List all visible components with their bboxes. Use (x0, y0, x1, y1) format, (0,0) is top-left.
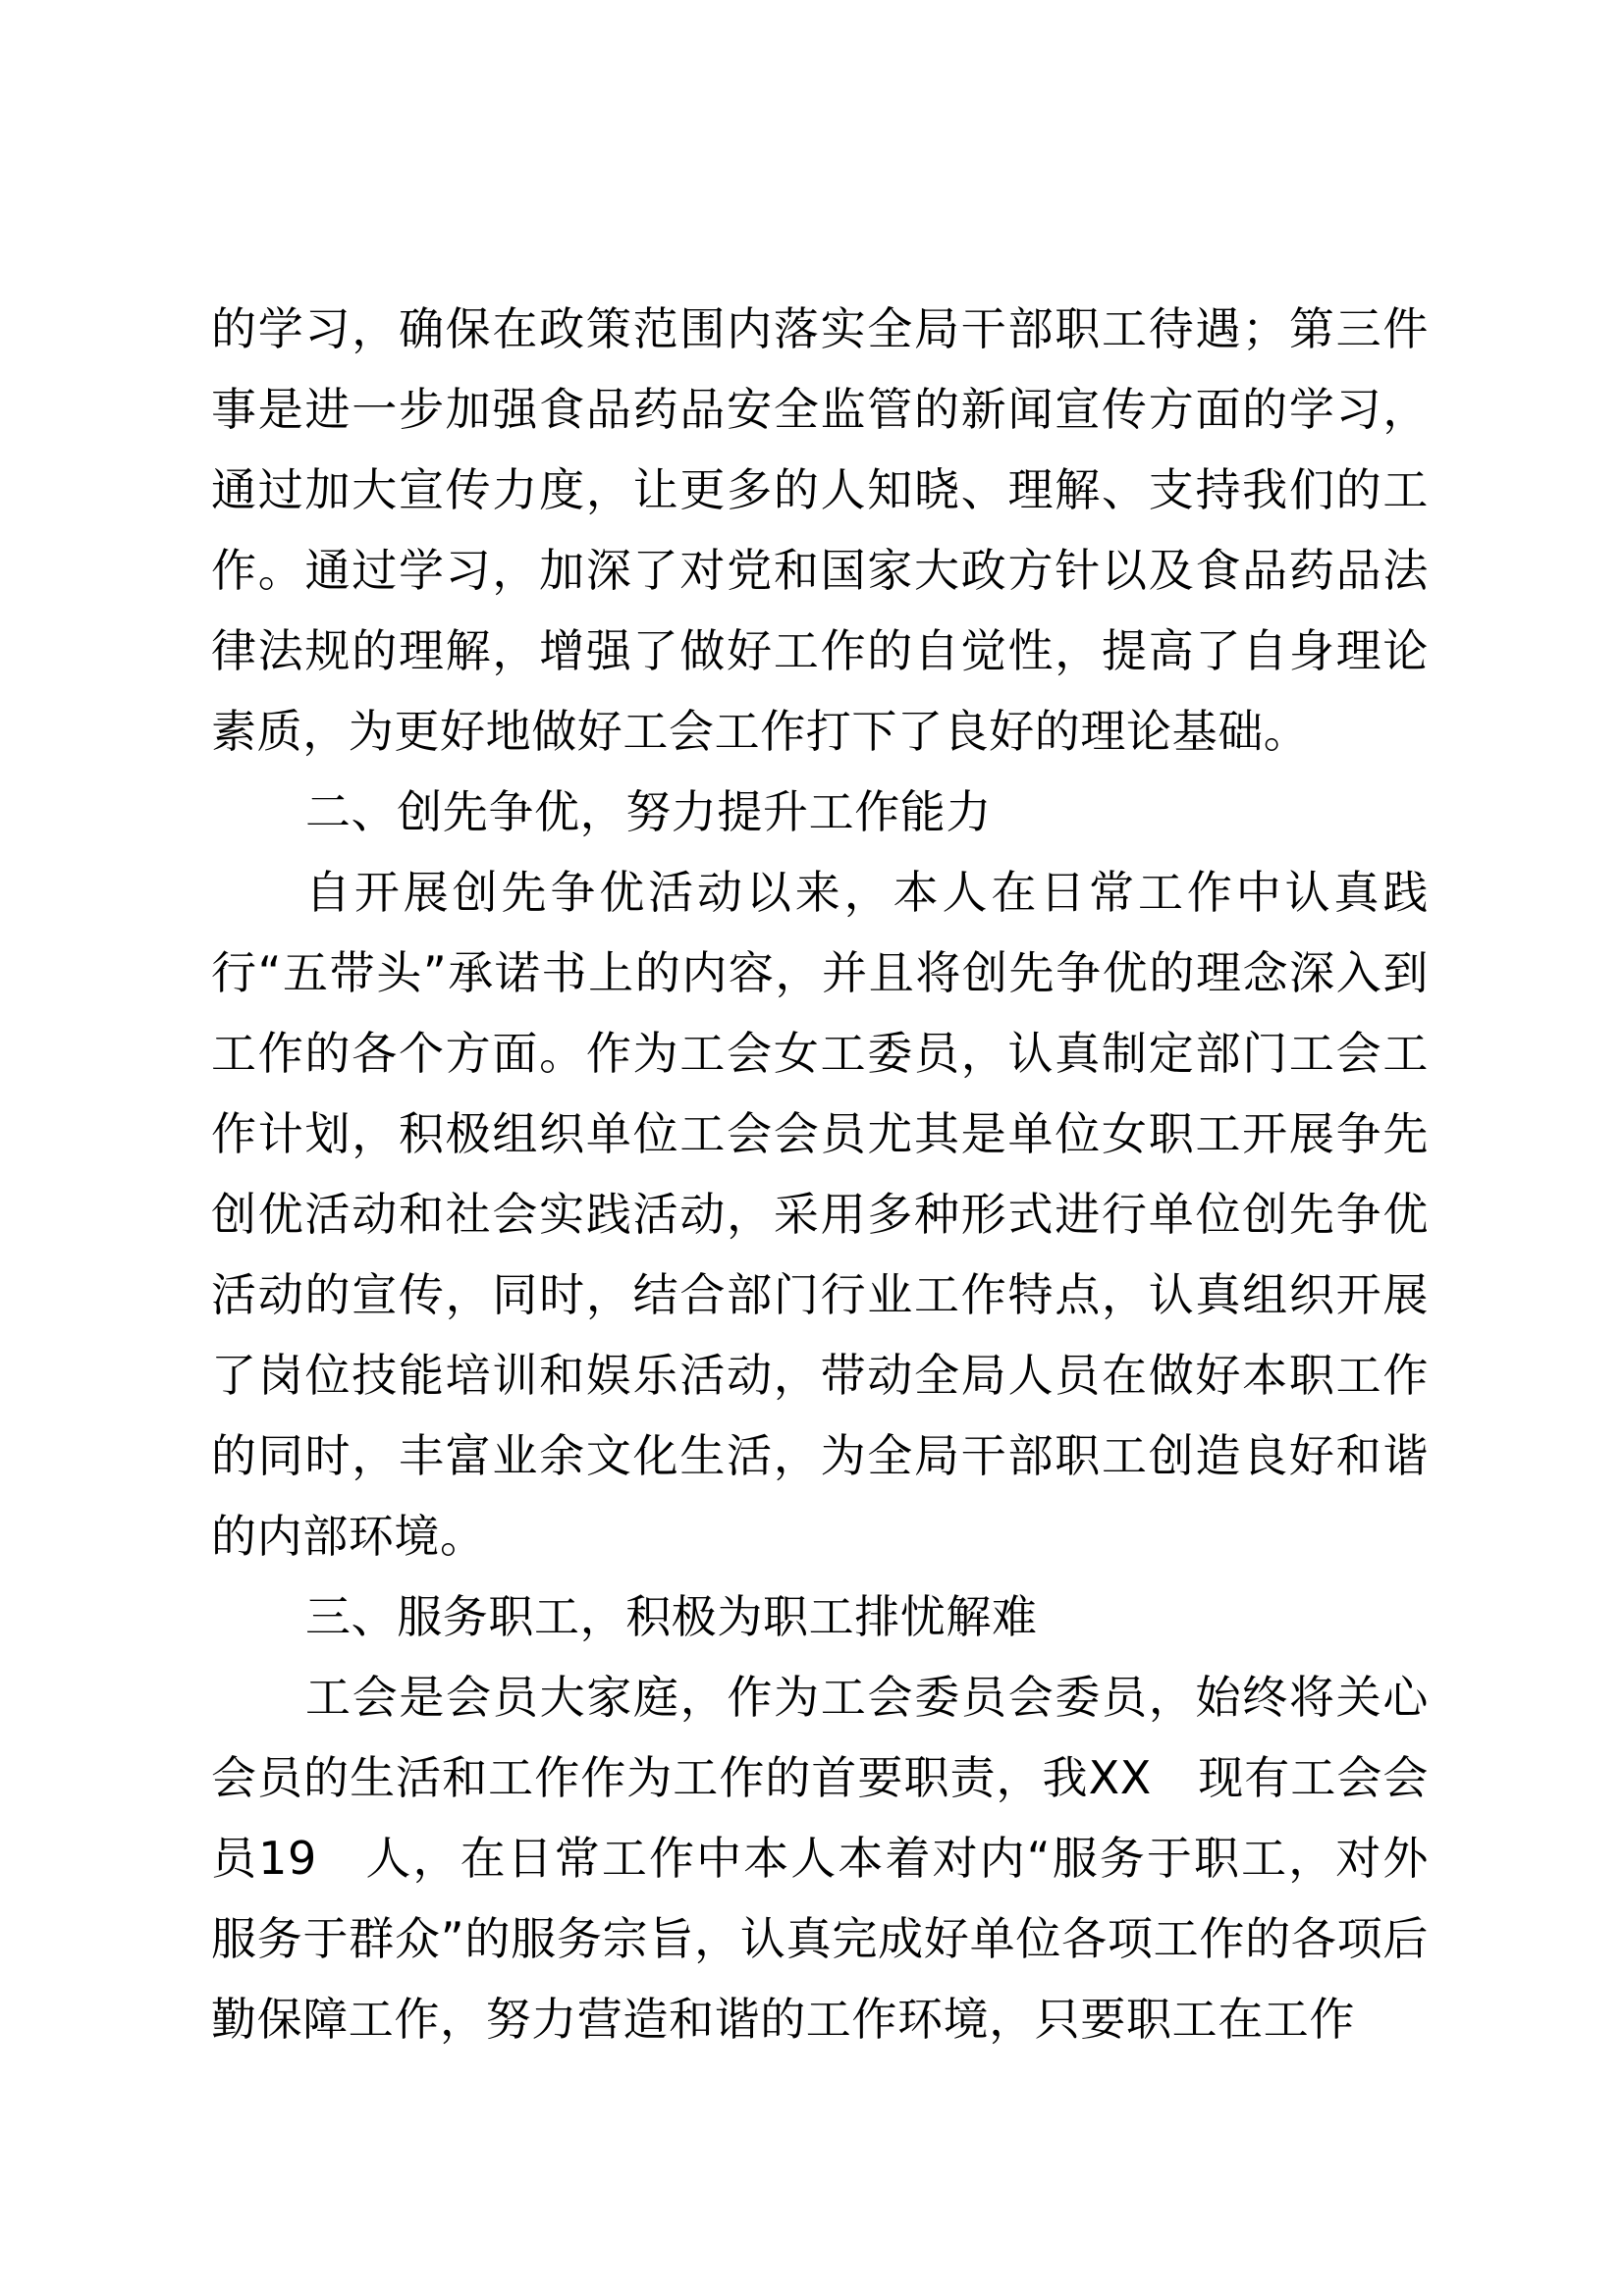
paragraph-section-2-body: 自开展创先争优活动以来，本人在日常工作中认真践行“五带头”承诺书上的内容，并且将创先争优的理念深入到工作的各个方面。作为工会女工委员，认真制定部门工会工作计划，积极组织单位工会会员尤其是单位女职工开展争先创优活动和社会实践活动，采用多种形式进行单位创先争优活动的宣传，同时，结合部门行业工作特点，认真组织开展了岗位技能培训和娱乐活动，带动全局人员在做好本职工作的同时，丰富业余文化生活，为全局干部职工创造良好和谐的内部环境。 (211, 866, 1429, 1563)
paragraph-section-3-body: 工会是会员大家庭，作为工会委员会委员，始终将关心会员的生活和工作作为工作的首要职责，我XX 现有工会会员19 人，在日常工作中本人本着对内“服务于职工，对外服务于群众”的服务宗旨，认真完成好单位各项工作的各项后勤保障工作，努力营造和谐的工作环境，只要职工在工作 (211, 1671, 1429, 2046)
paragraph-intro-continuation: 的学习，确保在政策范围内落实全局干部职工待遇；第三件事是进一步加强食品药品安全监管的新闻宣传方面的学习，通过加大宣传力度，让更多的人知晓、理解、支持我们的工作。通过学习，加深了对党和国家大政方针以及食品药品法律法规的理解，增强了做好工作的自觉性，提高了自身理论素质，为更好地做好工会工作打下了良好的理论基础。 (211, 302, 1429, 758)
section-heading-2: 二、创先争优，努力提升工作能力 (305, 785, 992, 838)
section-heading-3: 三、服务职工，积极为职工排忧解难 (305, 1590, 1038, 1643)
document-body (211, 289, 1429, 2059)
